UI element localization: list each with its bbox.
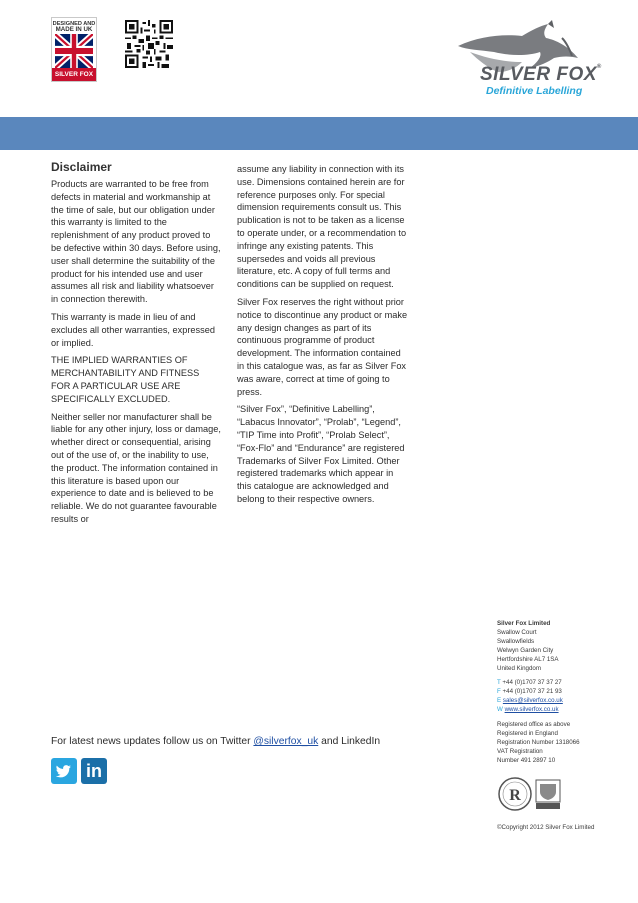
badge-line-2: MADE IN UK [55,26,93,33]
disclaimer-left-column [51,151,221,531]
address-line: Welwyn Garden City [497,646,554,654]
disclaimer-paragraph-1: Products are warranted to be free from defects in material and workmanship at the time of sale, but our obligation under this warranty is limited to the replenishment of any product proved to be defective within 30 days. Before using, user shall determine the suitability of the product for his intended use and user assumes all risk and liability whatsoever in connection therewith. [51,179,221,305]
disclaimer-paragraph-6: Silver Fox reserves the right without prior notice to discontinue any product or make any design changes as part of its continuous programme of product development. The information contained in this catalogue was, as far as Silver Fox was aware, correct at time of going to press. [237,296,408,397]
email-link[interactable]: sales@silverfox.co.uk [502,697,563,705]
certification-mark-icon [497,774,565,814]
address-line: Hertfordshire AL7 1SA [497,655,559,663]
email: E sales@silverfox.co.uk [497,697,563,705]
registration-line: Registered in England [497,729,558,737]
header-band [0,117,638,150]
registration-line: Registered office as above [497,721,571,729]
company-name: Silver Fox Limited [497,620,551,627]
address-line: Swallowfields [497,637,535,645]
disclaimer-title: Disclaimer [51,160,112,174]
badge-line-1: DESIGNED AND [52,21,96,27]
address-line: United Kingdom [497,664,542,672]
made-in-uk-badge [51,17,97,82]
fax: F +44 (0)1707 37 21 93 [497,688,562,696]
union-flag-icon [55,34,93,68]
twitter-icon[interactable] [51,758,77,784]
website-link[interactable]: www.silverfox.co.uk [504,706,559,714]
badge-bar: SILVER FOX [52,68,96,81]
disclaimer-paragraph-7: “Silver Fox”, “Definitive Labelling”, “Labacus Innovator”, “Prolab”, “Legend”, “TIP Time into Profit”, “Prolab Select”, “Fox-Flo” and “Endurance” are registered Trademarks of Silver Fox Limited. Other registered trademarks which appear in this catalogue are acknowledged and belong to their respective owners. [237,404,405,504]
registration-line: Registration Number 1318066 [497,738,580,746]
telephone: T +44 (0)1707 37 37 27 [497,679,562,687]
brand-tagline: Definitive Labelling [486,85,583,97]
social-follow-text: For latest news updates follow us on Twitter @silverfox_uk and LinkedIn [51,736,381,747]
address-line: Swallow Court [497,628,537,636]
twitter-handle-link[interactable]: @silverfox_uk [253,736,319,747]
brand-name: SILVER FOX® [480,64,602,85]
svg-text:R: R [509,787,521,804]
website: W www.silverfox.co.uk [497,706,559,714]
disclaimer-paragraph-3: THE IMPLIED WARRANTIES OF MERCHANTABILITY AND FITNESS FOR A PARTICULAR USE ARE SPECIFICALLY EXCLUDED. [51,355,200,404]
registration-line: Number 491 2897 10 [497,756,556,764]
qr-code-icon[interactable] [125,20,173,68]
linkedin-icon[interactable]: in [81,758,107,784]
company-info [497,620,627,766]
disclaimer-paragraph-5: assume any liability in connection with its use. Dimensions contained herein are for reference purposes only. For special dimension requirements consult us. This publication is not to be taken as a license to operate under, or a recommendation to infringe any existing patents. This supersedes and voids all previous literature, etc. A copy of full terms and conditions can be supplied on request. [237,164,407,290]
disclaimer-paragraph-4: Neither seller nor manufacturer shall be liable for any other injury, loss or damage, whether direct or consequential, arising out of the use of, or the inability to use, the product. The information contained in this literature is based upon our experience to date and is believed to be reliable. We do not guarantee favourable results or [51,411,221,524]
disclaimer-paragraph-2: This warranty is made in lieu of and excludes all other warranties, expressed or implied. [51,311,215,348]
disclaimer-right-column [237,163,408,511]
registration-line: VAT Registration [497,747,543,755]
copyright-text: ©Copyright 2012 Silver Fox Limited [497,824,595,831]
